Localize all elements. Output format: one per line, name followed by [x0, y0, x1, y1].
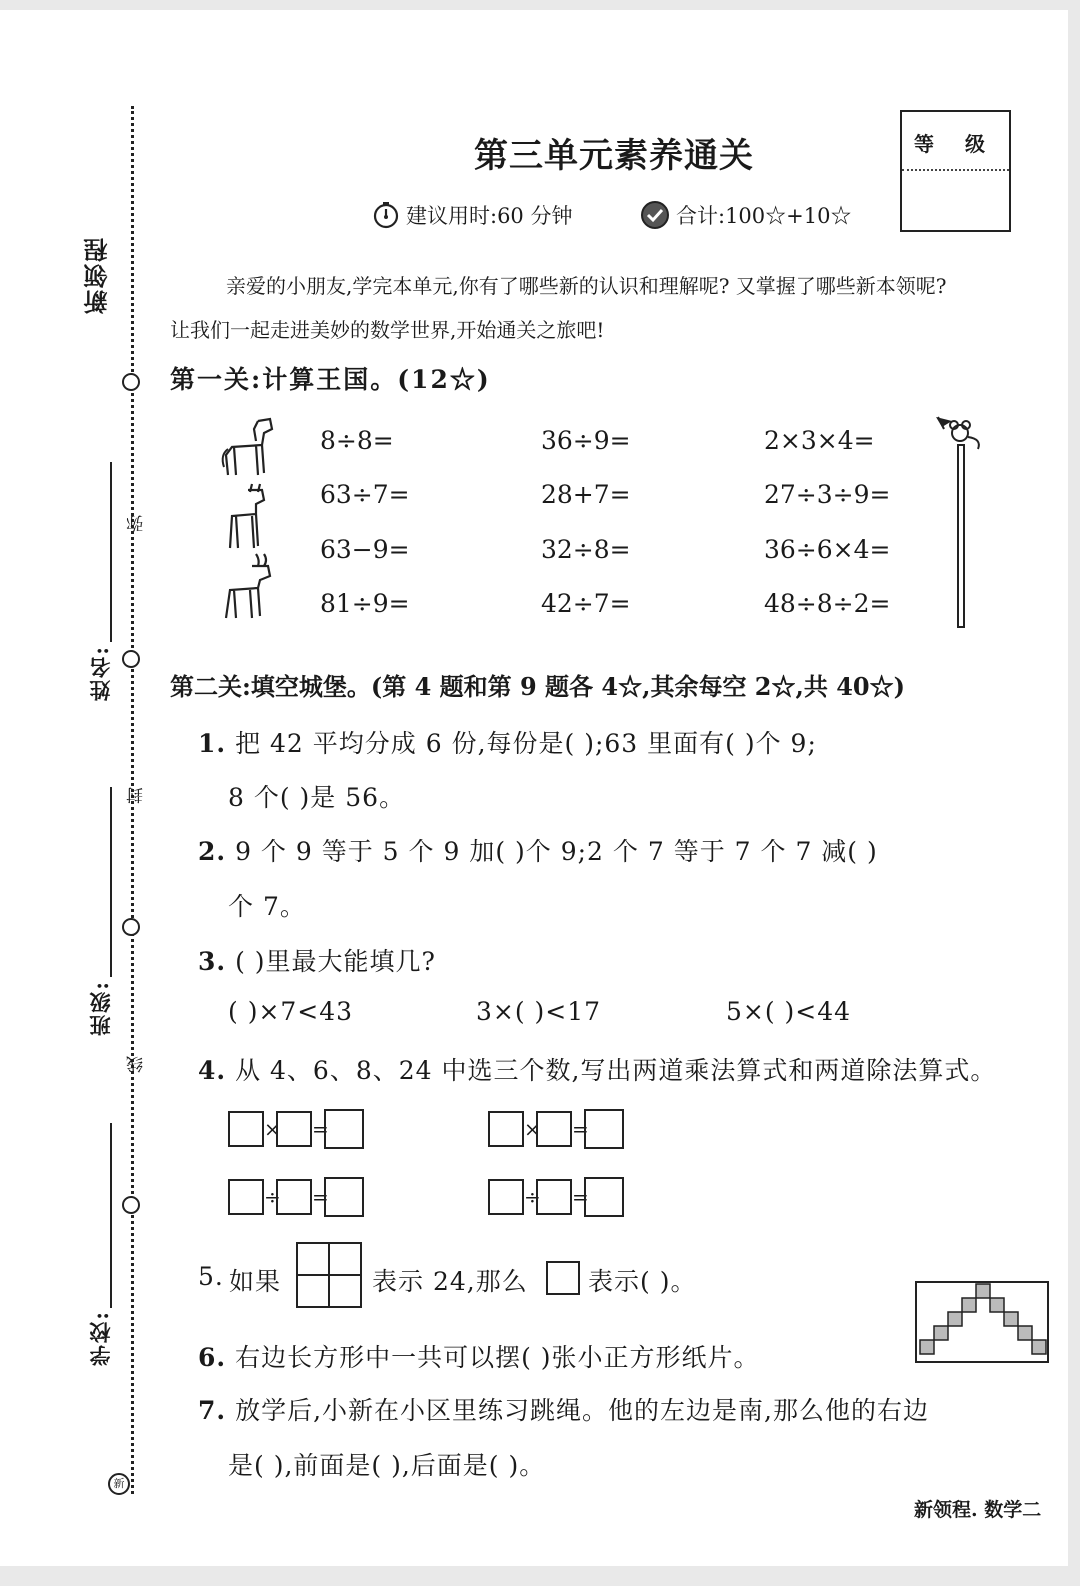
- seal-mark: 弥: [127, 515, 147, 532]
- question-5-part-2: 表示 24,那么: [372, 1267, 528, 1296]
- question-number: 4.: [198, 1056, 227, 1085]
- divide-sign: ÷: [264, 1185, 281, 1209]
- answer-box[interactable]: [324, 1109, 364, 1149]
- question-4: [198, 1051, 996, 1087]
- total-text: 合计:100☆+10☆: [676, 204, 852, 228]
- calc-item: 42÷7=: [541, 589, 631, 618]
- calc-item: 8÷8=: [320, 426, 394, 455]
- question-5-part-1: 如果: [229, 1267, 282, 1296]
- question-text: ( )里最大能填几?: [235, 947, 436, 976]
- question-number: 1.: [198, 729, 227, 758]
- binding-ring: [122, 650, 140, 668]
- inequality-c: 5×( )<44: [726, 997, 852, 1026]
- binding-ring: [122, 1196, 140, 1214]
- grade-box: [900, 110, 1011, 232]
- class-label: 班级:: [88, 980, 113, 1036]
- section-1-title: 第一关:计算王国。(12☆): [170, 365, 491, 394]
- multiplication-equation: [488, 1109, 624, 1149]
- calc-item: 81÷9=: [320, 589, 410, 618]
- intro-line-1: 亲爱的小朋友,学完本单元,你有了哪些新的认识和理解呢? 又掌握了哪些新本领呢?: [226, 274, 947, 298]
- inequality-b: 3×( )<17: [476, 997, 602, 1026]
- class-fill-line: [110, 787, 112, 977]
- answer-box[interactable]: [536, 1111, 572, 1147]
- question-text: 放学后,小新在小区里练习跳绳。他的左边是南,那么他的右边: [235, 1396, 929, 1425]
- suggested-time: [372, 200, 572, 230]
- calc-item: 27÷3÷9=: [764, 480, 891, 509]
- equals-sign: =: [312, 1117, 329, 1141]
- question-6: [198, 1338, 760, 1374]
- question-number: 7.: [198, 1396, 227, 1425]
- page-footer: 新领程. 数学二: [914, 1499, 1042, 1521]
- calc-item: 32÷8=: [541, 535, 631, 564]
- time-text: 建议用时:60 分钟: [406, 204, 573, 228]
- grade-divider: [902, 169, 1009, 171]
- answer-box[interactable]: [276, 1111, 312, 1147]
- name-fill-line: [110, 462, 112, 642]
- question-3: [198, 942, 436, 978]
- question-2-line-2: 个 7。: [228, 892, 306, 921]
- name-label: 姓名:: [88, 645, 113, 701]
- question-7-line-2: 是( ),前面是( ),后面是( )。: [228, 1451, 546, 1480]
- intro-line-2: 让我们一起走进美妙的数学世界,开始通关之旅吧!: [170, 318, 605, 342]
- answer-box[interactable]: [228, 1179, 264, 1215]
- equals-sign: =: [572, 1185, 589, 1209]
- mouse-on-pole-icon: [930, 415, 990, 630]
- answer-box[interactable]: [228, 1111, 264, 1147]
- answer-box[interactable]: [276, 1179, 312, 1215]
- answer-box[interactable]: [488, 1179, 524, 1215]
- single-square-icon: [546, 1261, 580, 1295]
- calc-item: 36÷9=: [541, 426, 631, 455]
- divide-sign: ÷: [524, 1185, 541, 1209]
- page-title: 第三单元素养通关: [474, 136, 754, 176]
- publisher-logo: 新: [108, 1473, 130, 1495]
- brand-vertical: 新领程: [83, 236, 112, 314]
- binding-ring: [122, 918, 140, 936]
- calc-item: 28+7=: [541, 480, 631, 509]
- question-text: 从 4、6、8、24 中选三个数,写出两道乘法算式和两道除法算式。: [235, 1056, 997, 1085]
- division-equation: [228, 1177, 364, 1217]
- question-1-line-2: 8 个( )是 56。: [228, 783, 406, 812]
- question-1: [198, 724, 817, 760]
- calc-item: 48÷8÷2=: [764, 589, 891, 618]
- question-text: 把 42 平均分成 6 份,每份是( );63 里面有( )个 9;: [235, 729, 817, 758]
- division-equation: [488, 1177, 624, 1217]
- question-5-number: 5.: [198, 1262, 224, 1291]
- total-score: [640, 200, 851, 230]
- grade-label: 等 级: [914, 132, 997, 156]
- goat-icon: [220, 550, 276, 622]
- seal-mark: 线: [127, 1056, 147, 1073]
- binding-ring: [122, 373, 140, 391]
- multiplication-equation: [228, 1109, 364, 1149]
- section-2-title: 第二关:填空城堡。(第 4 题和第 9 题各 4☆,其余每空 2☆,共 40☆): [170, 672, 905, 701]
- question-text: 9 个 9 等于 5 个 9 加( )个 9;2 个 7 等于 7 个 7 减( ): [235, 837, 878, 866]
- four-square-grid-icon: [296, 1242, 362, 1308]
- calc-item: 2×3×4=: [764, 426, 875, 455]
- equals-sign: =: [312, 1185, 329, 1209]
- worksheet-page: [0, 10, 1068, 1566]
- school-fill-line: [110, 1123, 112, 1308]
- check-badge-icon: [640, 200, 670, 230]
- question-number: 6.: [198, 1343, 227, 1372]
- deer-icon: [222, 480, 276, 552]
- answer-box[interactable]: [584, 1109, 624, 1149]
- times-sign: ×: [524, 1117, 541, 1141]
- question-7: [198, 1391, 929, 1427]
- question-5-part-3: 表示( )。: [588, 1267, 697, 1296]
- calc-item: 36÷6×4=: [764, 535, 891, 564]
- staircase-squares-figure: [914, 1280, 1050, 1364]
- answer-box[interactable]: [536, 1179, 572, 1215]
- calc-item: 63÷7=: [320, 480, 410, 509]
- question-2: [198, 832, 878, 868]
- question-text: 右边长方形中一共可以摆( )张小正方形纸片。: [235, 1343, 760, 1372]
- calc-item: 63−9=: [320, 535, 410, 564]
- stopwatch-icon: [372, 201, 400, 229]
- horse-icon: [218, 415, 278, 481]
- answer-box[interactable]: [324, 1177, 364, 1217]
- school-label: 学校:: [88, 1310, 113, 1366]
- equals-sign: =: [572, 1117, 589, 1141]
- seal-mark: 封: [127, 787, 147, 804]
- question-number: 2.: [198, 837, 227, 866]
- times-sign: ×: [264, 1117, 281, 1141]
- inequality-a: ( )×7<43: [228, 997, 354, 1026]
- answer-box[interactable]: [584, 1177, 624, 1217]
- question-number: 3.: [198, 947, 227, 976]
- answer-box[interactable]: [488, 1111, 524, 1147]
